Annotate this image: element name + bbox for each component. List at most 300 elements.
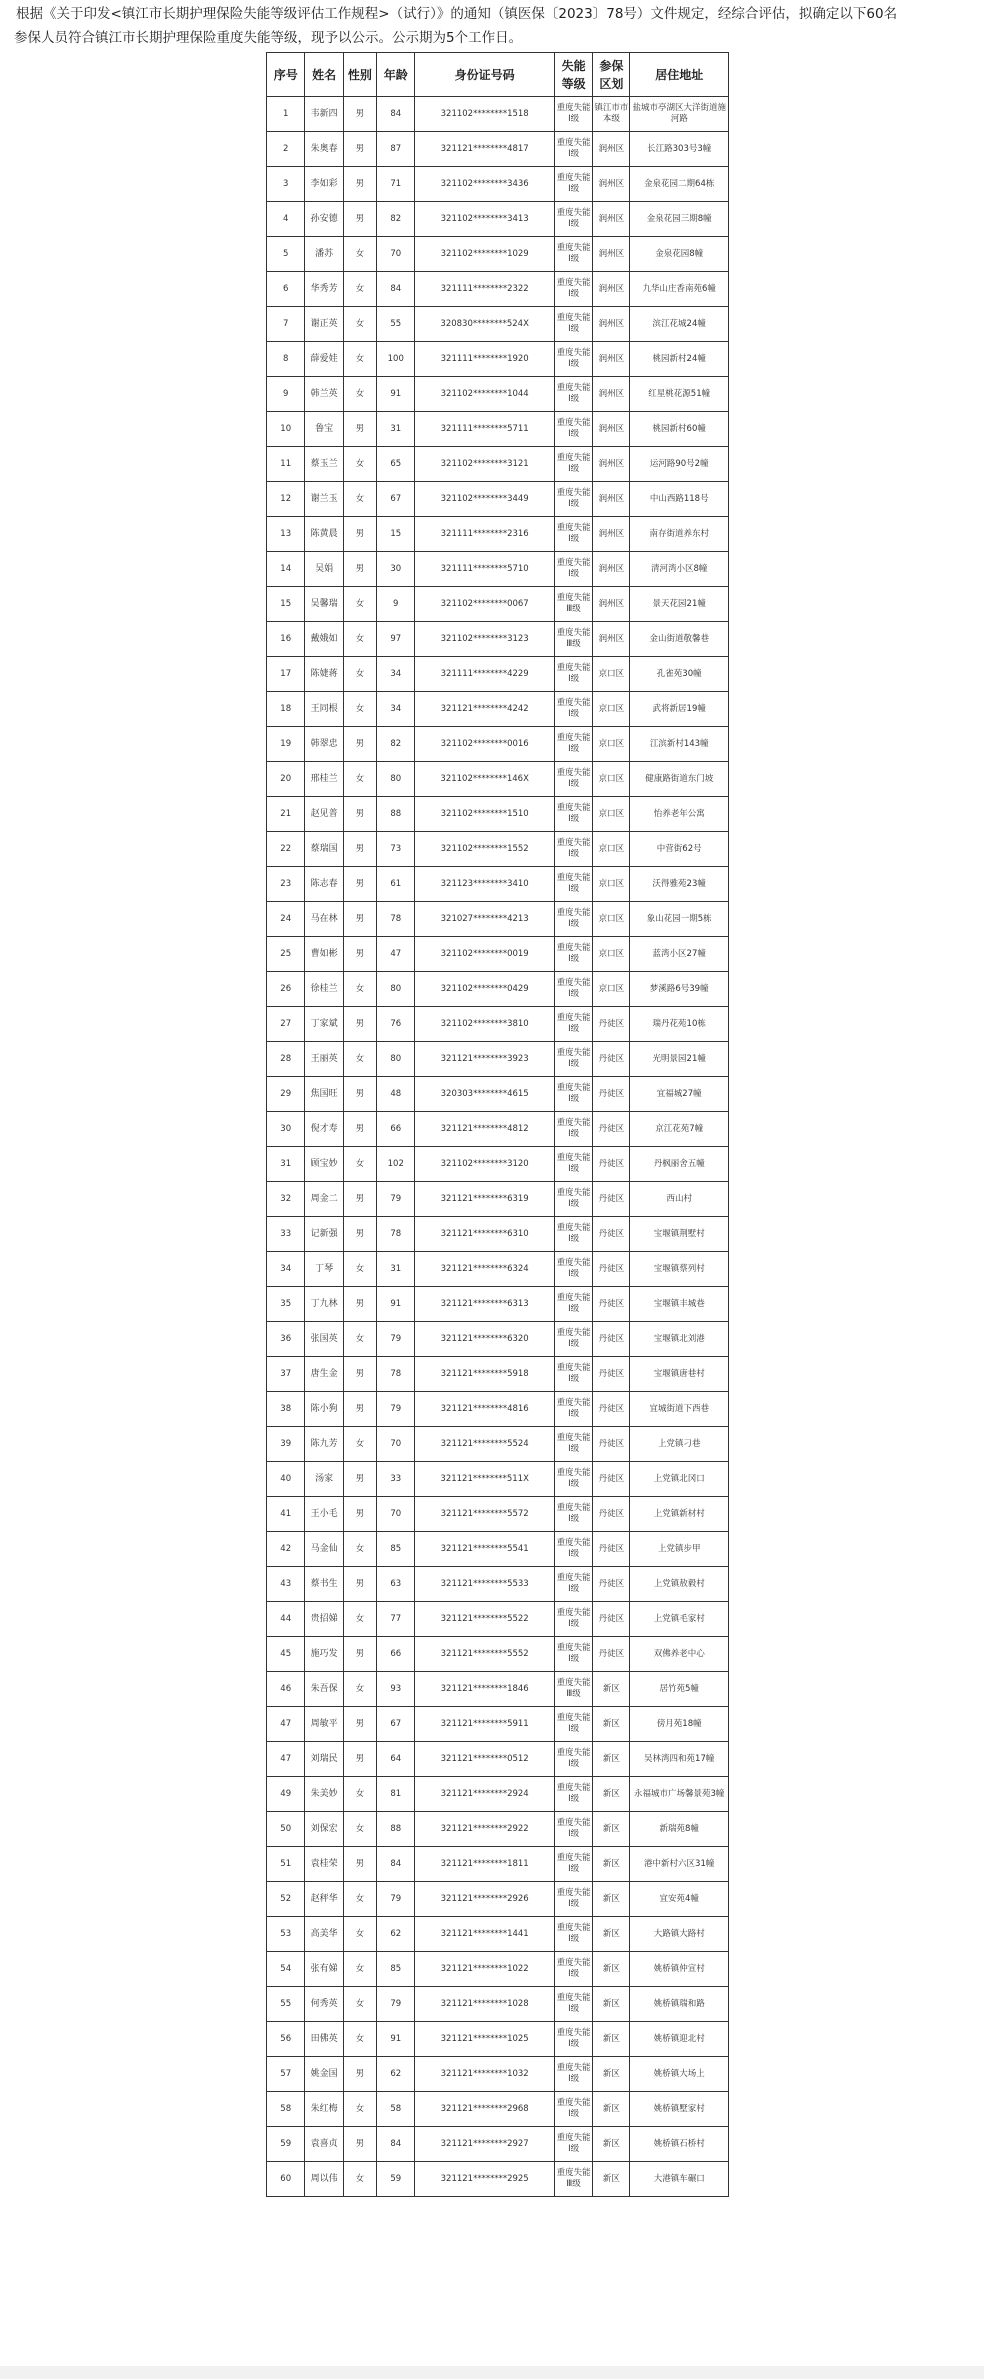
cell-district: 新区: [593, 1882, 630, 1917]
cell-no: 8: [267, 342, 305, 377]
cell-id: 321121********2924: [415, 1777, 554, 1812]
cell-address: 姚桥镇迎北村: [630, 2022, 729, 2057]
cell-id: 321102********3436: [415, 167, 554, 202]
cell-no: 57: [267, 2057, 305, 2092]
cell-level: 重度失能Ⅰ级: [554, 832, 592, 867]
cell-district: 新区: [593, 1847, 630, 1882]
table-row: [267, 937, 729, 972]
table-row: [267, 1217, 729, 1252]
cell-level: 重度失能Ⅰ级: [554, 237, 592, 272]
table-row: [267, 1147, 729, 1182]
table-row: [267, 447, 729, 482]
cell-district: 丹徒区: [593, 1462, 630, 1497]
cell-id: 321102********0016: [415, 727, 554, 762]
cell-address: 南存街道养东村: [630, 517, 729, 552]
cell-level: 重度失能Ⅰ级: [554, 1007, 592, 1042]
cell-age: 73: [377, 832, 415, 867]
cell-level: 重度失能Ⅲ级: [554, 2162, 592, 2197]
cell-age: 84: [377, 97, 415, 132]
cell-no: 21: [267, 797, 305, 832]
cell-sex: 男: [343, 1742, 376, 1777]
cell-sex: 男: [343, 1357, 376, 1392]
table-row: [267, 867, 729, 902]
cell-level: 重度失能Ⅰ级: [554, 1217, 592, 1252]
table-row: [267, 517, 729, 552]
cell-district: 润州区: [593, 342, 630, 377]
cell-sex: 女: [343, 307, 376, 342]
table-row: [267, 1567, 729, 1602]
table-row: [267, 1987, 729, 2022]
cell-id: 321111********2322: [415, 272, 554, 307]
cell-district: 丹徒区: [593, 1637, 630, 1672]
cell-age: 84: [377, 272, 415, 307]
cell-district: 镇江市市本级: [593, 97, 630, 132]
cell-sex: 男: [343, 727, 376, 762]
cell-name: 潘苏: [305, 237, 343, 272]
cell-age: 84: [377, 2127, 415, 2162]
cell-name: 蔡瑞国: [305, 832, 343, 867]
cell-id: 321121********6324: [415, 1252, 554, 1287]
header-address: 居住地址: [630, 53, 729, 97]
cell-district: 京口区: [593, 797, 630, 832]
cell-district: 丹徒区: [593, 1567, 630, 1602]
cell-sex: 女: [343, 2162, 376, 2197]
cell-age: 33: [377, 1462, 415, 1497]
cell-district: 新区: [593, 1917, 630, 1952]
cell-name: 韦新四: [305, 97, 343, 132]
disability-list-table: [266, 52, 729, 2197]
cell-no: 26: [267, 972, 305, 1007]
cell-level: 重度失能Ⅰ级: [554, 727, 592, 762]
cell-id: 321111********1920: [415, 342, 554, 377]
cell-sex: 男: [343, 832, 376, 867]
cell-id: 321121********1846: [415, 1672, 554, 1707]
cell-sex: 男: [343, 132, 376, 167]
cell-no: 27: [267, 1007, 305, 1042]
cell-district: 润州区: [593, 587, 630, 622]
cell-address: 宝堰镇蔡列村: [630, 1252, 729, 1287]
cell-name: 薛爱娃: [305, 342, 343, 377]
cell-no: 52: [267, 1882, 305, 1917]
cell-id: 321111********2316: [415, 517, 554, 552]
cell-address: 上党镇北冈口: [630, 1462, 729, 1497]
table-row: [267, 972, 729, 1007]
cell-level: 重度失能Ⅰ级: [554, 1882, 592, 1917]
cell-name: 顾宝妙: [305, 1147, 343, 1182]
cell-id: 321121********5522: [415, 1602, 554, 1637]
table-row: [267, 97, 729, 132]
cell-sex: 男: [343, 1847, 376, 1882]
cell-age: 79: [377, 1882, 415, 1917]
cell-level: 重度失能Ⅰ级: [554, 1952, 592, 1987]
cell-sex: 女: [343, 1882, 376, 1917]
cell-address: 江滨新村143幢: [630, 727, 729, 762]
cell-district: 润州区: [593, 412, 630, 447]
cell-address: 傍月苑18幢: [630, 1707, 729, 1742]
cell-address: 新瑞苑8幢: [630, 1812, 729, 1847]
cell-sex: 男: [343, 202, 376, 237]
cell-level: 重度失能Ⅰ级: [554, 1392, 592, 1427]
cell-name: 何秀英: [305, 1987, 343, 2022]
cell-address: 中营街62号: [630, 832, 729, 867]
cell-id: 321102********3413: [415, 202, 554, 237]
table-row: [267, 202, 729, 237]
cell-level: 重度失能Ⅰ级: [554, 1287, 592, 1322]
table-row: [267, 1917, 729, 1952]
cell-no: 25: [267, 937, 305, 972]
cell-no: 9: [267, 377, 305, 412]
cell-name: 张国英: [305, 1322, 343, 1357]
cell-level: 重度失能Ⅰ级: [554, 1532, 592, 1567]
cell-district: 丹徒区: [593, 1147, 630, 1182]
cell-level: 重度失能Ⅰ级: [554, 1987, 592, 2022]
cell-address: 姚桥镇大场上: [630, 2057, 729, 2092]
cell-age: 63: [377, 1567, 415, 1602]
cell-id: 320830********524X: [415, 307, 554, 342]
cell-level: 重度失能Ⅰ级: [554, 902, 592, 937]
cell-no: 37: [267, 1357, 305, 1392]
cell-sex: 女: [343, 1952, 376, 1987]
cell-district: 润州区: [593, 482, 630, 517]
cell-address: 象山花园一期5栋: [630, 902, 729, 937]
cell-sex: 男: [343, 552, 376, 587]
cell-id: 321102********1029: [415, 237, 554, 272]
cell-name: 张有娣: [305, 1952, 343, 1987]
cell-name: 姚金国: [305, 2057, 343, 2092]
cell-no: 29: [267, 1077, 305, 1112]
cell-district: 丹徒区: [593, 1007, 630, 1042]
cell-district: 京口区: [593, 762, 630, 797]
cell-address: 红星桃花源51幢: [630, 377, 729, 412]
cell-no: 7: [267, 307, 305, 342]
cell-level: 重度失能Ⅰ级: [554, 937, 592, 972]
cell-age: 80: [377, 762, 415, 797]
cell-age: 64: [377, 1742, 415, 1777]
cell-age: 70: [377, 1427, 415, 1462]
cell-name: 汤家: [305, 1462, 343, 1497]
table-row: [267, 482, 729, 517]
cell-district: 京口区: [593, 972, 630, 1007]
cell-id: 321102********3120: [415, 1147, 554, 1182]
table-row: [267, 622, 729, 657]
cell-district: 丹徒区: [593, 1427, 630, 1462]
cell-district: 丹徒区: [593, 1287, 630, 1322]
cell-age: 9: [377, 587, 415, 622]
cell-sex: 女: [343, 447, 376, 482]
table-row: [267, 1287, 729, 1322]
cell-address: 吴林湾四和苑17幢: [630, 1742, 729, 1777]
cell-level: 重度失能Ⅰ级: [554, 2092, 592, 2127]
cell-age: 82: [377, 202, 415, 237]
cell-no: 22: [267, 832, 305, 867]
table-row: [267, 2092, 729, 2127]
table-row: [267, 1252, 729, 1287]
cell-sex: 男: [343, 1287, 376, 1322]
cell-no: 6: [267, 272, 305, 307]
table-row: [267, 1812, 729, 1847]
cell-name: 朱吾保: [305, 1672, 343, 1707]
cell-sex: 女: [343, 237, 376, 272]
cell-no: 1: [267, 97, 305, 132]
cell-age: 31: [377, 1252, 415, 1287]
cell-age: 78: [377, 1217, 415, 1252]
cell-district: 丹徒区: [593, 1252, 630, 1287]
cell-name: 赵秤华: [305, 1882, 343, 1917]
cell-level: 重度失能Ⅰ级: [554, 342, 592, 377]
cell-name: 马在林: [305, 902, 343, 937]
cell-name: 韩翠忠: [305, 727, 343, 762]
cell-age: 93: [377, 1672, 415, 1707]
cell-district: 京口区: [593, 902, 630, 937]
table-row: [267, 1882, 729, 1917]
cell-no: 53: [267, 1917, 305, 1952]
cell-address: 宝堰镇唐巷村: [630, 1357, 729, 1392]
cell-district: 丹徒区: [593, 1497, 630, 1532]
cell-age: 48: [377, 1077, 415, 1112]
cell-id: 321102********3123: [415, 622, 554, 657]
cell-sex: 女: [343, 1777, 376, 1812]
cell-district: 丹徒区: [593, 1217, 630, 1252]
cell-district: 丹徒区: [593, 1322, 630, 1357]
cell-sex: 女: [343, 482, 376, 517]
cell-name: 周以伟: [305, 2162, 343, 2197]
cell-name: 唐生金: [305, 1357, 343, 1392]
cell-age: 80: [377, 972, 415, 1007]
cell-level: 重度失能Ⅰ级: [554, 867, 592, 902]
cell-address: 武将新居19幢: [630, 692, 729, 727]
cell-sex: 女: [343, 622, 376, 657]
table-row: [267, 657, 729, 692]
table-row: [267, 1007, 729, 1042]
table-row: [267, 1777, 729, 1812]
table-row: [267, 1707, 729, 1742]
cell-level: 重度失能Ⅰ级: [554, 482, 592, 517]
cell-no: 36: [267, 1322, 305, 1357]
cell-address: 盐城市亭湖区大洋街道施河路: [630, 97, 729, 132]
cell-address: 宜福城27幢: [630, 1077, 729, 1112]
cell-no: 50: [267, 1812, 305, 1847]
cell-id: 321121********5918: [415, 1357, 554, 1392]
cell-district: 京口区: [593, 692, 630, 727]
cell-age: 76: [377, 1007, 415, 1042]
cell-level: 重度失能Ⅰ级: [554, 1182, 592, 1217]
table-row: [267, 2162, 729, 2197]
cell-level: 重度失能Ⅰ级: [554, 1252, 592, 1287]
cell-address: 九华山庄香南苑6幢: [630, 272, 729, 307]
cell-level: 重度失能Ⅲ级: [554, 1672, 592, 1707]
cell-district: 润州区: [593, 202, 630, 237]
cell-no: 3: [267, 167, 305, 202]
cell-sex: 男: [343, 867, 376, 902]
cell-address: 宝堰镇荆墅村: [630, 1217, 729, 1252]
cell-age: 71: [377, 167, 415, 202]
cell-sex: 女: [343, 1322, 376, 1357]
cell-id: 321123********3410: [415, 867, 554, 902]
cell-level: 重度失能Ⅰ级: [554, 202, 592, 237]
header-level: 失能等级: [554, 53, 592, 97]
header-id: 身份证号码: [415, 53, 554, 97]
cell-district: 新区: [593, 2057, 630, 2092]
cell-name: 吴娟: [305, 552, 343, 587]
cell-level: 重度失能Ⅰ级: [554, 1497, 592, 1532]
cell-age: 67: [377, 1707, 415, 1742]
cell-address: 桃园新村60幢: [630, 412, 729, 447]
cell-id: 321121********1811: [415, 1847, 554, 1882]
cell-id: 321121********5572: [415, 1497, 554, 1532]
cell-age: 91: [377, 1287, 415, 1322]
table-row: [267, 1182, 729, 1217]
cell-sex: 女: [343, 972, 376, 1007]
cell-age: 84: [377, 1847, 415, 1882]
cell-age: 70: [377, 237, 415, 272]
cell-name: 刘瑞民: [305, 1742, 343, 1777]
cell-name: 陈黄晨: [305, 517, 343, 552]
cell-no: 23: [267, 867, 305, 902]
cell-district: 新区: [593, 1742, 630, 1777]
cell-address: 居竹苑5幢: [630, 1672, 729, 1707]
cell-no: 47: [267, 1707, 305, 1742]
cell-id: 321121********4817: [415, 132, 554, 167]
cell-sex: 女: [343, 692, 376, 727]
header-no: 序号: [267, 53, 305, 97]
cell-level: 重度失能Ⅰ级: [554, 1777, 592, 1812]
cell-district: 京口区: [593, 657, 630, 692]
cell-district: 丹徒区: [593, 1602, 630, 1637]
cell-name: 蔡书生: [305, 1567, 343, 1602]
cell-district: 新区: [593, 1812, 630, 1847]
cell-sex: 女: [343, 1042, 376, 1077]
cell-no: 42: [267, 1532, 305, 1567]
cell-name: 马金仙: [305, 1532, 343, 1567]
cell-id: 321121********2926: [415, 1882, 554, 1917]
cell-address: 双佛养老中心: [630, 1637, 729, 1672]
cell-district: 新区: [593, 2092, 630, 2127]
cell-sex: 女: [343, 657, 376, 692]
cell-no: 43: [267, 1567, 305, 1602]
cell-age: 67: [377, 482, 415, 517]
cell-district: 润州区: [593, 272, 630, 307]
cell-no: 18: [267, 692, 305, 727]
cell-sex: 女: [343, 587, 376, 622]
cell-no: 12: [267, 482, 305, 517]
table-row: [267, 2057, 729, 2092]
cell-district: 丹徒区: [593, 1112, 630, 1147]
cell-age: 88: [377, 1812, 415, 1847]
table-row: [267, 2127, 729, 2162]
cell-sex: 女: [343, 1147, 376, 1182]
cell-age: 91: [377, 377, 415, 412]
cell-level: 重度失能Ⅰ级: [554, 1322, 592, 1357]
cell-name: 刘保宏: [305, 1812, 343, 1847]
cell-no: 11: [267, 447, 305, 482]
cell-name: 鲁宝: [305, 412, 343, 447]
cell-address: 丹枫丽舍五幢: [630, 1147, 729, 1182]
cell-level: 重度失能Ⅰ级: [554, 1077, 592, 1112]
cell-address: 沃得雅苑23幢: [630, 867, 729, 902]
cell-address: 滨江花城24幢: [630, 307, 729, 342]
cell-name: 王同根: [305, 692, 343, 727]
cell-no: 56: [267, 2022, 305, 2057]
cell-address: 大港镇车碾口: [630, 2162, 729, 2197]
cell-age: 62: [377, 2057, 415, 2092]
cell-sex: 女: [343, 377, 376, 412]
cell-sex: 女: [343, 1602, 376, 1637]
cell-address: 梦溪路6号39幢: [630, 972, 729, 1007]
cell-id: 321121********1032: [415, 2057, 554, 2092]
page-bottom-band: [0, 2366, 984, 2379]
table-row: [267, 1532, 729, 1567]
cell-sex: 男: [343, 1567, 376, 1602]
cell-age: 66: [377, 1112, 415, 1147]
header-sex: 性别: [343, 53, 376, 97]
cell-name: 陈小狗: [305, 1392, 343, 1427]
cell-level: 重度失能Ⅰ级: [554, 1462, 592, 1497]
cell-age: 58: [377, 2092, 415, 2127]
cell-sex: 男: [343, 1112, 376, 1147]
table-row: [267, 1952, 729, 1987]
table-row: [267, 1602, 729, 1637]
table-row: [267, 132, 729, 167]
table-row: [267, 1042, 729, 1077]
cell-id: 321121********6320: [415, 1322, 554, 1357]
cell-age: 81: [377, 1777, 415, 1812]
cell-name: 记新强: [305, 1217, 343, 1252]
cell-address: 京江花苑7幢: [630, 1112, 729, 1147]
cell-no: 5: [267, 237, 305, 272]
cell-address: 西山村: [630, 1182, 729, 1217]
cell-no: 38: [267, 1392, 305, 1427]
table-row: [267, 272, 729, 307]
cell-address: 姚桥镇仲宣村: [630, 1952, 729, 1987]
cell-no: 10: [267, 412, 305, 447]
cell-no: 20: [267, 762, 305, 797]
cell-age: 78: [377, 902, 415, 937]
cell-address: 上党镇新材村: [630, 1497, 729, 1532]
cell-level: 重度失能Ⅰ级: [554, 657, 592, 692]
cell-name: 戴娥如: [305, 622, 343, 657]
cell-name: 王丽英: [305, 1042, 343, 1077]
table-row: [267, 1392, 729, 1427]
cell-address: 景天花园21幢: [630, 587, 729, 622]
header-name: 姓名: [305, 53, 343, 97]
cell-name: 贵招娣: [305, 1602, 343, 1637]
cell-age: 62: [377, 1917, 415, 1952]
cell-no: 49: [267, 1777, 305, 1812]
table-row: [267, 1672, 729, 1707]
cell-age: 85: [377, 1952, 415, 1987]
table-row: [267, 762, 729, 797]
notice-line-2: 参保人员符合镇江市长期护理保险重度失能等级，现予以公示。公示期为5个工作日。: [14, 30, 523, 46]
table-row: [267, 307, 729, 342]
cell-id: 321102********146X: [415, 762, 554, 797]
cell-no: 47: [267, 1742, 305, 1777]
table-header-row: [267, 53, 729, 97]
cell-name: 韩兰英: [305, 377, 343, 412]
table-row: [267, 1077, 729, 1112]
cell-name: 周敏平: [305, 1707, 343, 1742]
cell-name: 谢正英: [305, 307, 343, 342]
cell-address: 上党镇毛家村: [630, 1602, 729, 1637]
cell-age: 87: [377, 132, 415, 167]
cell-id: 321121********6310: [415, 1217, 554, 1252]
cell-address: 上党镇步甲: [630, 1532, 729, 1567]
table-row: [267, 692, 729, 727]
cell-sex: 女: [343, 1672, 376, 1707]
cell-level: 重度失能Ⅰ级: [554, 1042, 592, 1077]
cell-level: 重度失能Ⅰ级: [554, 167, 592, 202]
cell-level: 重度失能Ⅰ级: [554, 2022, 592, 2057]
cell-name: 田佛英: [305, 2022, 343, 2057]
